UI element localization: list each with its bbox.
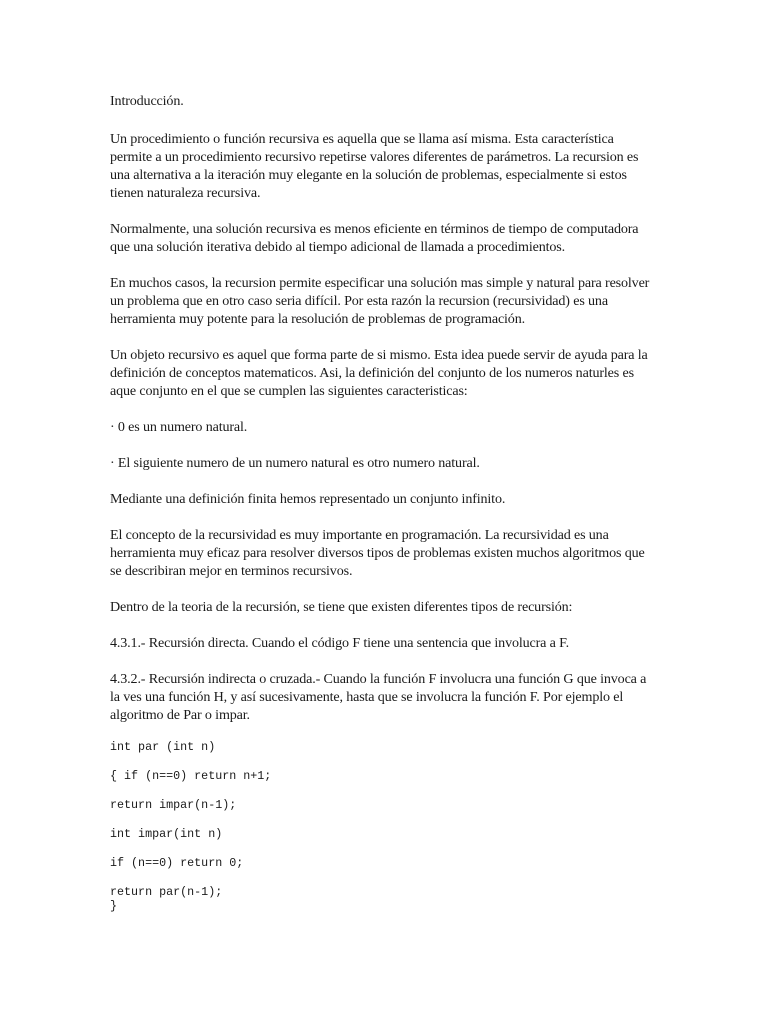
code-line-closing-brace: } xyxy=(110,899,118,913)
paragraph-direct-recursion: 4.3.1.- Recursión directa. Cuando el código F tiene una sentencia que involucra a F. xyxy=(110,635,570,651)
bullet-zero-natural: · 0 es un numero natural. xyxy=(110,419,248,435)
paragraph-recursive-object: Un objeto recursivo es aquel que forma parte de si mismo. Esta idea puede servir de ayuda para la definición de conceptos matematicos. Asi, la definición del conjunto de los numeros naturles es aque conjunto en el que se cumplen las siguientes caracteristicas: xyxy=(110,347,648,399)
paragraph-indirect-recursion: 4.3.2.- Recursión indirecta o cruzada.- Cuando la función F involucra una función G que invoca a la ves una función H, y así sucesivamente, hasta que se involucra la función F. Por ejemplo el algoritmo de Par o impar. xyxy=(110,671,647,723)
document-body xyxy=(110,92,658,913)
code-line-return-par: return par(n-1); xyxy=(110,885,223,899)
code-line-impar-if: if (n==0) return 0; xyxy=(110,856,244,870)
code-line-par-if: { if (n==0) return n+1; xyxy=(110,769,272,783)
paragraph-finite-definition: Mediante una definición finita hemos representado un conjunto infinito. xyxy=(110,491,506,507)
code-line-impar-signature: int impar(int n) xyxy=(110,827,223,841)
code-line-par-signature: int par (int n) xyxy=(110,740,216,754)
code-line-return-impar: return impar(n-1); xyxy=(110,798,237,812)
paragraph-recursion-types: Dentro de la teoria de la recursión, se tiene que existen diferentes tipos de recursión: xyxy=(110,599,573,615)
paragraph-efficiency: Normalmente, una solución recursiva es menos eficiente en términos de tiempo de computadora que una solución iterativa debido al tiempo adicional de llamada a procedimientos. xyxy=(110,221,639,255)
bullet-successor-natural: · El siguiente numero de un numero natural es otro numero natural. xyxy=(110,455,480,471)
paragraph-definition: Un procedimiento o función recursiva es aquella que se llama así misma. Esta característica permite a un procedimiento recursivo repetirse valores diferentes de parámetros. La recursion es una alternativa a la iteración muy elegante en la solución de problemas, especialmente si estos tienen naturaleza recursiva. xyxy=(110,131,639,201)
paragraph-programming-importance: El concepto de la recursividad es muy importante en programación. La recursividad es una herramienta muy eficaz para resolver diversos tipos de problemas existen muchos algoritmos que se describiran mejor en terminos recursivos. xyxy=(110,527,645,579)
document-title: Introducción. xyxy=(110,93,184,109)
paragraph-simplicity: En muchos casos, la recursion permite especificar una solución mas simple y natural para resolver un problema que en otro caso seria difícil. Por esta razón la recursion (recursividad) es una herramienta muy potente para la resolución de problemas de programación. xyxy=(110,275,650,327)
code-example xyxy=(110,740,658,913)
